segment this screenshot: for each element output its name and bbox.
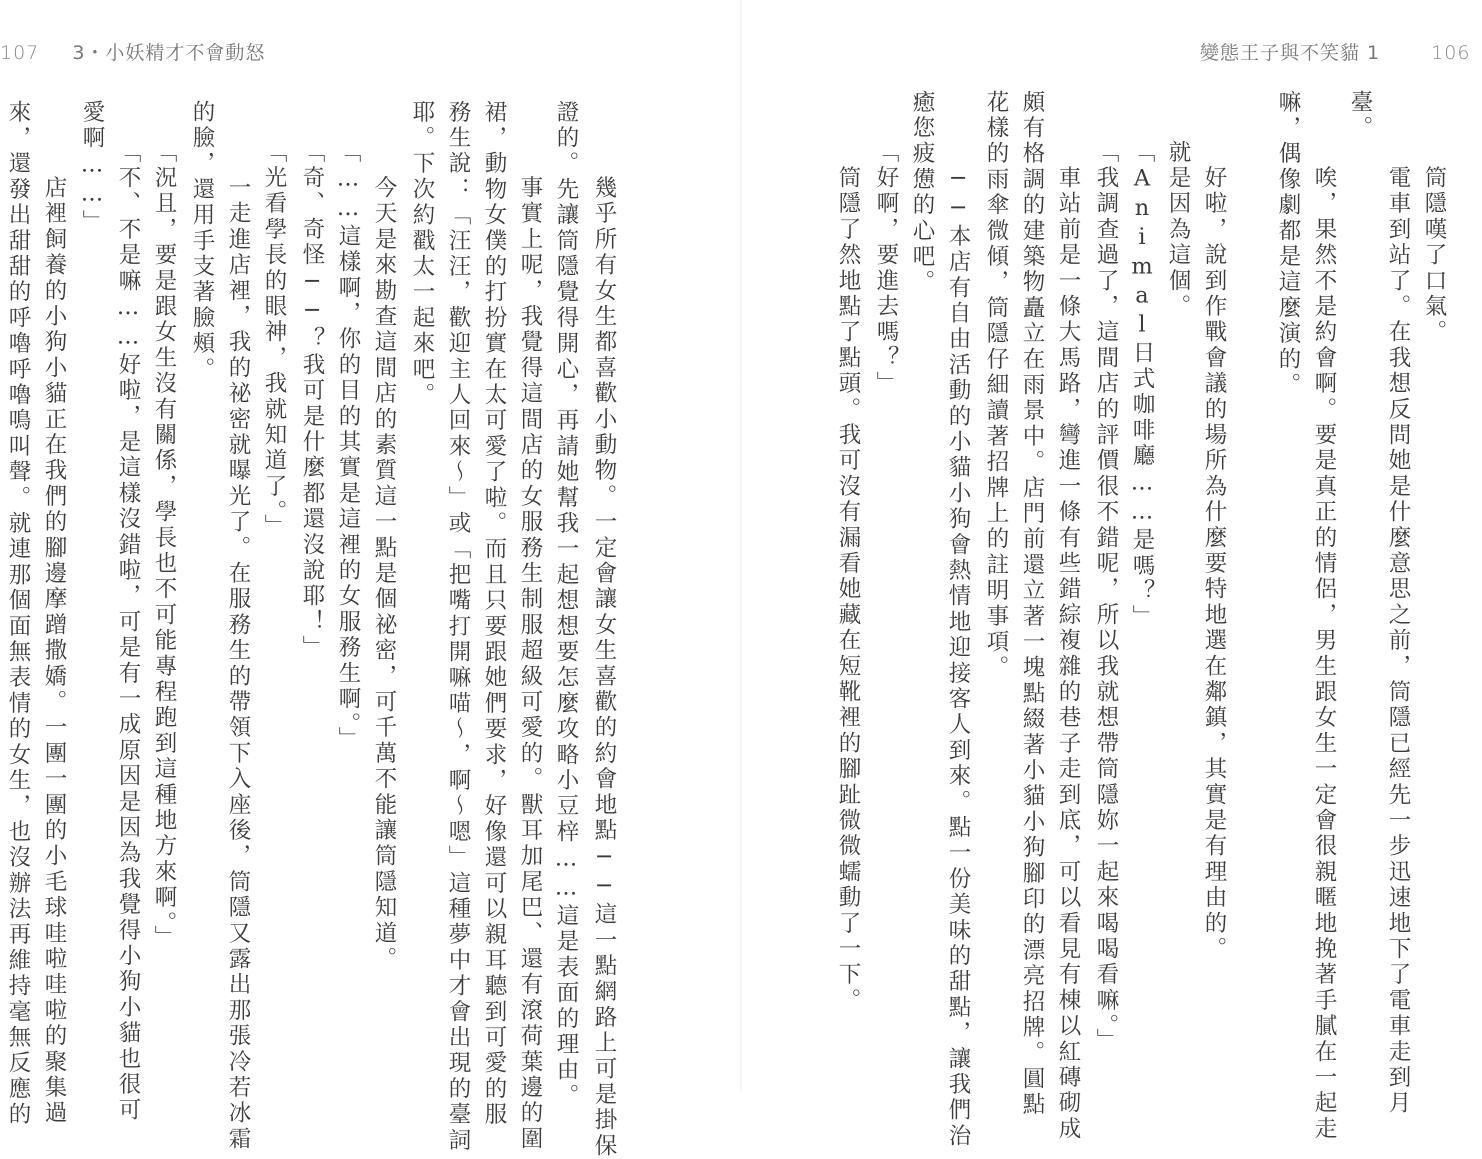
text-column: 嘛，偶像劇都是這麼演的。 bbox=[1275, 90, 1301, 399]
text-column: 證的。先讓筒隱覺得開心，再請她幫我一起想想要怎麼攻略小豆梓……這是表面的理由。 bbox=[553, 100, 579, 1110]
text-column: 「Animal日式咖啡廳……是嗎？」 bbox=[1129, 140, 1155, 631]
page-gutter bbox=[740, 0, 742, 1093]
running-head-title: 變態王子與不笑貓 1 bbox=[1200, 42, 1381, 64]
text-column: 來，還發出甜甜的呼嚕呼嚕鳴叫聲。就連那個面無表情的女生，也沒辦法再維持毫無反應的 bbox=[5, 100, 31, 1128]
text-column: 唉，果然不是約會啊。要是真正的情侶，男生跟女生一定會很親暱地挽著手膩在一起走 bbox=[1311, 140, 1337, 1143]
text-column: 癒您疲憊的心吧。 bbox=[909, 90, 935, 296]
right-page-header bbox=[1200, 38, 1470, 65]
text-column: 臺。 bbox=[1347, 90, 1373, 142]
text-column: 「奇、奇怪──？我可是什麼都還沒說耶！」 bbox=[299, 140, 325, 661]
left-page-header bbox=[0, 38, 265, 65]
text-column: 「光看學長的眼神，我就知道了。」 bbox=[261, 140, 287, 540]
text-column: 電車到站了。在我想反問她是什麼意思之前，筒隱已經先一步迅速地下了電車走到月 bbox=[1385, 140, 1411, 1117]
text-column: 就是因為這個。 bbox=[1165, 140, 1191, 320]
text-column: 筒隱嘆了口氣。 bbox=[1421, 140, 1447, 346]
text-column: 「……這樣啊，你的目的其實是這裡的女服務生啊。」 bbox=[335, 140, 361, 753]
text-column: 車站前是一條大馬路，彎進一條有些錯綜複雜的巷子走到底，可以看見有棟以紅磚砌成 bbox=[1055, 140, 1081, 1143]
text-column: 愛啊……」 bbox=[79, 100, 105, 236]
text-column: 裙，動物女僕的打扮實在太可愛了啦。而且只要跟她們要求，好像還可以親耳聽到可愛的服 bbox=[481, 100, 507, 1128]
text-column: 店裡飼養的小狗小貓正在我們的腳邊摩蹭撒嬌。一團一團的小毛球哇啦哇啦的聚集過 bbox=[41, 150, 67, 1127]
text-column: 事實上呢，我覺得這間店的女服務生制服超級可愛的。獸耳加尾巴、還有滾荷葉邊的圍 bbox=[517, 150, 543, 1153]
text-column: ──本店有自由活動的小貓小狗會熱情地迎接客人到來。點一份美味的甜點，讓我們治 bbox=[945, 140, 971, 1150]
text-column: 「不、不是嘛……好啦，是這樣沒錯啦，可是有一成原因是因為我覺得小狗小貓也很可 bbox=[115, 140, 141, 1124]
text-column: 耶。下次約戳太一起來吧。 bbox=[409, 100, 435, 409]
text-column: 「我調查過了，這間店的評價很不錯呢，所以我就想帶筒隱妳一起來喝喝看嘛。」 bbox=[1093, 140, 1119, 1054]
text-column: 花樣的雨傘微傾，筒隱仔細讀著招牌上的註明事項。 bbox=[983, 90, 1009, 682]
text-column: 務生說：「汪汪，歡迎主人回來～」或「把嘴打開嘛喵～，啊～嗯」這種夢中才會出現的臺詞 bbox=[445, 100, 471, 1154]
text-column: 一走進店裡，我的祕密就曝光了。在服務生的帶領下入座後，筒隱又露出那張冷若冰霜 bbox=[225, 150, 251, 1153]
text-column: 的臉，還用手支著臉頰。 bbox=[189, 100, 215, 383]
text-column: 筒隱了然地點了點頭。我可沒有漏看她藏在短靴裡的腳趾微微蠕動了一下。 bbox=[835, 140, 861, 1014]
page-number-right: 106 bbox=[1431, 42, 1471, 64]
text-column: 好啦，說到作戰會議的場所為什麼要特地選在鄰鎮，其實是有理由的。 bbox=[1201, 140, 1227, 963]
text-column: 「好啊，要進去嗎？」 bbox=[873, 140, 899, 397]
text-column: 「況且，要是跟女生沒有關係，學長也不可能專程跑到這種地方來啊。」 bbox=[151, 140, 177, 952]
text-column: 今天是來勘查這間店的素質這一點是個祕密，可千萬不能讓筒隱知道。 bbox=[371, 150, 397, 973]
text-column: 幾乎所有女生都喜歡小動物。一定會讓女生喜歡的約會地點──這一點網路上可是掛保 bbox=[591, 150, 617, 1159]
page-number-left: 107 bbox=[0, 42, 40, 64]
running-head-chapter: 3・小妖精才不會動怒 bbox=[72, 42, 266, 64]
text-column: 頗有格調的建築物矗立在雨景中。店門前還立著一塊點綴著小貓小狗腳印的漂亮招牌。圓點 bbox=[1019, 90, 1045, 1118]
